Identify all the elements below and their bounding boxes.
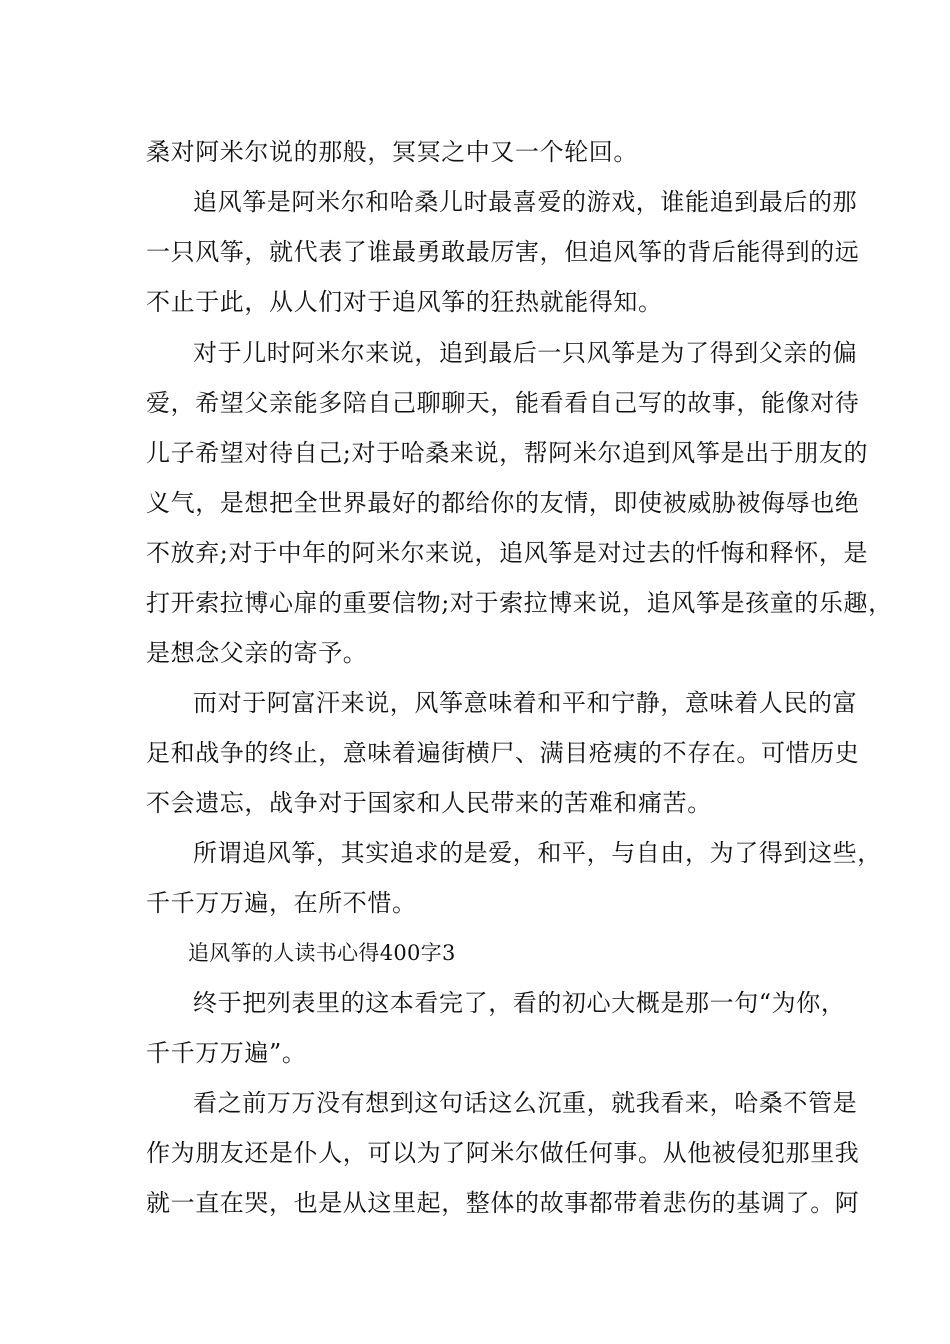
paragraph-first-line: 终于把列表里的这本看完了，看的初心大概是那一句“为你， bbox=[193, 989, 846, 1017]
text-line: 不会遗忘，战争对于国家和人民带来的苦难和痛苦。 bbox=[146, 789, 712, 817]
text-line: 就一直在哭，也是从这里起，整体的故事都带着悲伤的基调了。阿 bbox=[146, 1189, 860, 1217]
text-line: 作为朋友还是仆人，可以为了阿米尔做任何事。从他被侵犯那里我 bbox=[146, 1139, 860, 1167]
paragraph-first-line: 而对于阿富汗来说，风筝意味着和平和宁静，意味着人民的富 bbox=[193, 689, 858, 717]
text-line: 不止于此，从人们对于追风筝的狂热就能得知。 bbox=[146, 288, 663, 316]
text-line: 儿子希望对待自己;对于哈桑来说，帮阿米尔追到风筝是出于朋友的 bbox=[146, 439, 869, 467]
paragraph-first-line: 对于儿时阿米尔来说，追到最后一只风筝是为了得到父亲的偏 bbox=[193, 339, 858, 367]
text-line: 一只风筝，就代表了谁最勇敢最厉害，但追风筝的背后能得到的远 bbox=[146, 238, 860, 266]
text-line: 爱，希望父亲能多陪自己聊聊天，能看看自己写的故事，能像对待 bbox=[146, 389, 860, 417]
section-heading: 追风筝的人读书心得400字3 bbox=[188, 941, 456, 965]
text-line: 义气，是想把全世界最好的都给你的友情，即使被威胁被侮辱也绝 bbox=[146, 489, 860, 517]
text-line: 桑对阿米尔说的那般，冥冥之中又一个轮回。 bbox=[146, 138, 638, 166]
paragraph-first-line: 追风筝是阿米尔和哈桑儿时最喜爱的游戏，谁能追到最后的那 bbox=[193, 188, 858, 216]
text-line: 千千万万遍，在所不惜。 bbox=[146, 889, 417, 917]
paragraph-first-line: 看之前万万没有想到这句话这么沉重，就我看来，哈桑不管是 bbox=[193, 1089, 858, 1117]
text-line: 是想念父亲的寄予。 bbox=[146, 639, 368, 667]
text-line: 足和战争的终止，意味着遍街横尸、满目疮痍的不存在。可惜历史 bbox=[146, 739, 860, 767]
paragraph-first-line: 所谓追风筝，其实追求的是爱，和平，与自由，为了得到这些， bbox=[193, 839, 882, 867]
text-line: 不放弃;对于中年的阿米尔来说，追风筝是对过去的忏悔和释怀，是 bbox=[146, 539, 869, 567]
text-line: 打开索拉博心扉的重要信物;对于索拉博来说，追风筝是孩童的乐趣， bbox=[146, 589, 893, 617]
text-line: 千千万万遍”。 bbox=[146, 1039, 307, 1067]
